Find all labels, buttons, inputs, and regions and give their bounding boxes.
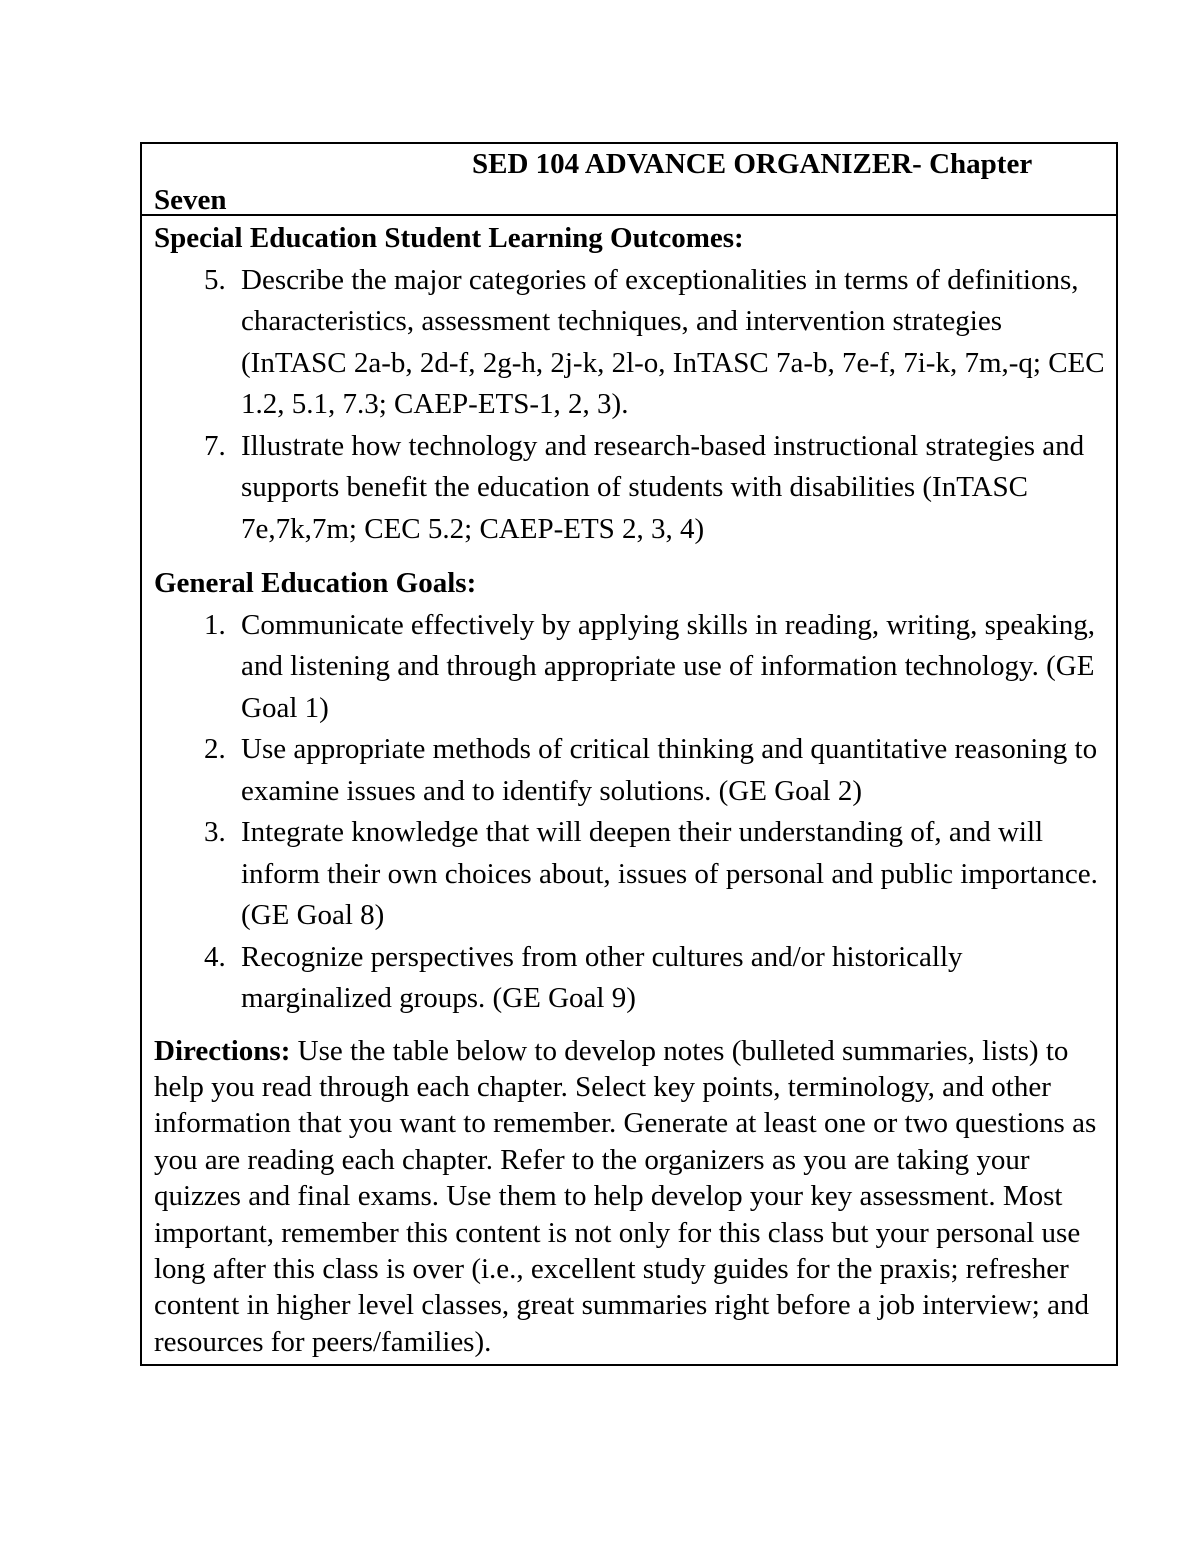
directions-label: Directions: [154,1034,291,1067]
sped-outcomes-heading: Special Education Student Learning Outcomes: [154,222,744,254]
list-item [154,729,1106,812]
list-item [154,260,1106,426]
item-text: Illustrate how technology and research-based instructional strategies and supports benefit the education of students with disabilities (InTASC 7e,7k,7m; CEC 5.2; CAEP-ETS 2, 3, 4) [241,429,1085,545]
content-cell [142,216,1116,1364]
item-text: Recognize perspectives from other cultures and/or historically marginalized groups. (GE Goal 9) [241,940,963,1014]
document-title: SED 104 ADVANCE ORGANIZER- Chapter [472,148,1033,180]
directions-paragraph [154,1033,1106,1361]
ge-goals-heading: General Education Goals: [154,567,477,599]
item-number: 1. [204,608,226,641]
item-number: 7. [204,429,226,462]
item-text: Describe the major categories of exceptionalities in terms of definitions, characteristics, assessment techniques, and intervention strategies (InTASC 2a-b, 2d-f, 2g-h, 2j-k, 2l-o, InTASC 7a-b, 7e-f, 7i-k, 7m,-q; CEC 1.2, 5.1, 7.3; CAEP-ETS-1, 2, 3). [241,263,1105,420]
list-item [154,426,1106,551]
header-cell [142,144,1116,216]
item-number: 5. [204,263,226,296]
item-number: 2. [204,733,226,765]
ge-goals-list [154,605,1106,1020]
organizer-table [140,142,1118,1366]
sped-outcomes-list [154,260,1106,551]
spacer [154,550,1106,563]
item-number: 4. [204,940,226,973]
document-title-continuation: Seven [154,184,227,216]
spacer [154,1020,1106,1033]
item-text: Communicate effectively by applying skills in reading, writing, speaking, and listening and through appropriate use of information technology. (GE Goal 1) [241,608,1095,724]
item-text: Use appropriate methods of critical thinking and quantitative reasoning to examine issues and to identify solutions. (GE Goal 2) [241,733,1098,807]
item-number: 3. [204,816,226,848]
list-item [154,605,1106,730]
list-item [154,812,1106,937]
list-item [154,937,1106,1020]
item-text: Integrate knowledge that will deepen their understanding of, and will inform their own choices about, issues of personal and public importance. (GE Goal 8) [241,816,1098,931]
directions-text: Use the table below to develop notes (bulleted summaries, lists) to help you read through each chapter. Select key points, terminology, and other information that you want to remember. Generate at least one or two questions as you are reading each chapter. Refer to the organizers as you are taking your quizzes and final exams. Use them to help develop your key assessment. Most important, remember this content is not only for this class but your personal use long after this class is over (i.e., excellent study guides for the praxis; refresher content in higher level classes, great summaries right before a job interview; and resources for peers/families). [154,1034,1097,1358]
